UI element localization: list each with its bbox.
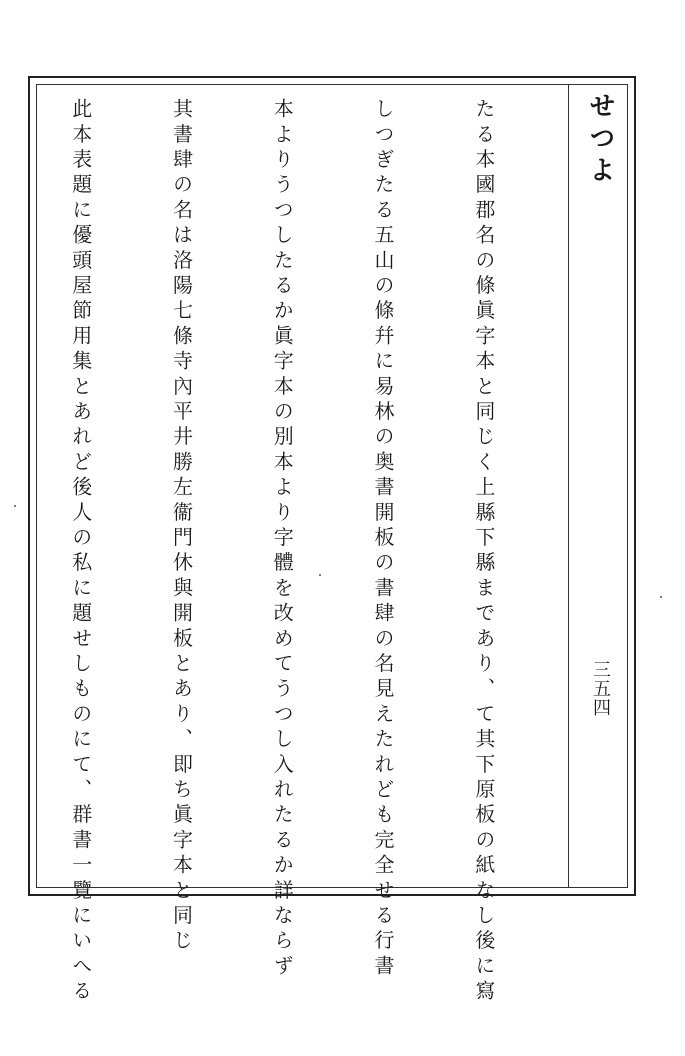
running-head: せつよ (585, 92, 615, 188)
body-text (0, 98, 567, 1006)
text-column: 此本表題に優頭屋節用集とあれど後人の私に題せしものにて、群書一覽にいへる (68, 98, 93, 1006)
running-head-divider (568, 84, 569, 888)
text-column: しつぎたる五山の條幷に易林の奥書開板の書肆の名見えたれども完全せる行書 (371, 98, 396, 980)
scan-speck (319, 574, 321, 576)
text-column: たる本國郡名の條眞字本と同じく上縣下縣まであり、て其下原板の紙なし後に寫 (471, 98, 496, 1006)
page-number: 三五四 (590, 660, 611, 717)
text-column: 其書肆の名は洛陽七條寺內平井勝左衞門休與開板とあり、即ち眞字本と同じ (169, 98, 194, 955)
scan-speck (660, 596, 662, 598)
text-column: 本よりうつしたるか眞字本の別本より字體を改めてうつし入れたるか詳ならず (270, 98, 295, 980)
scan-speck (14, 505, 16, 507)
